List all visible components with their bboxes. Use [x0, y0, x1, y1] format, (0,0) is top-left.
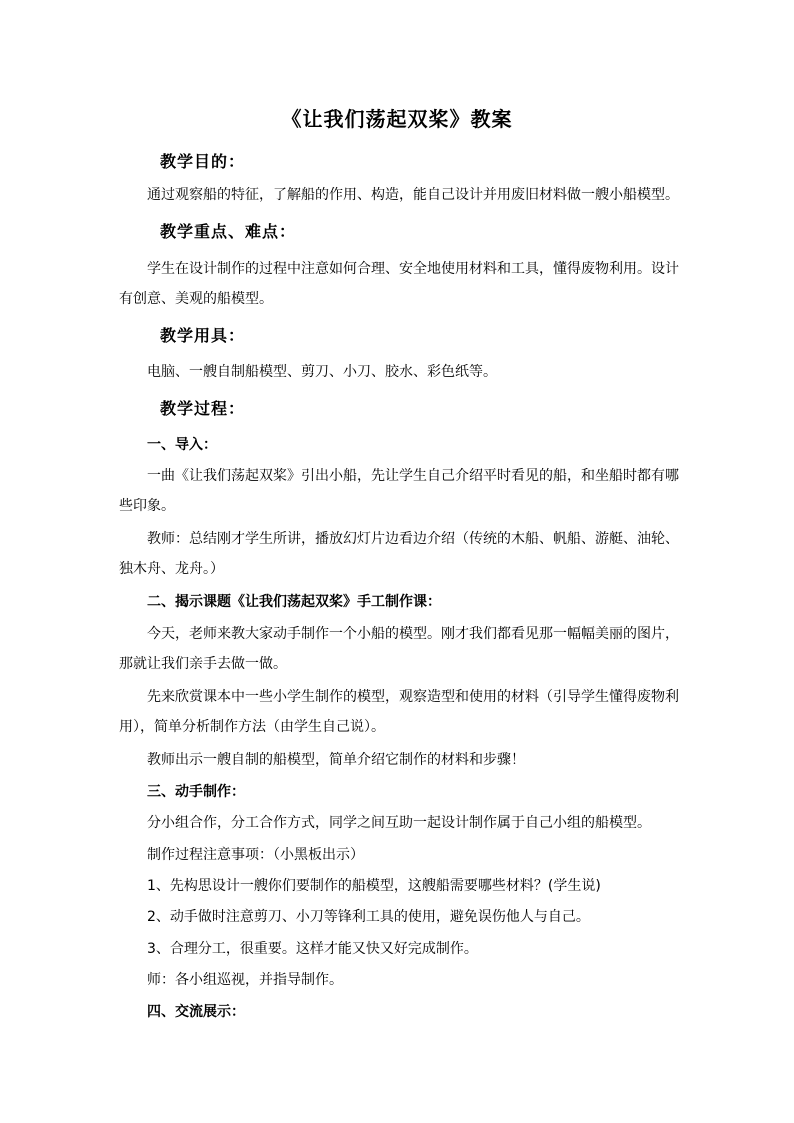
- paragraph-line: 一曲《让我们荡起双桨》引出小船，先让学生自己介绍平时看见的船，和坐船时都有哪: [147, 468, 679, 484]
- paragraph-line: 用），简单分析制作方法（由学生自己说）。: [119, 719, 385, 735]
- paragraph-line: 教师：总结刚才学生所讲，播放幻灯片边看边介绍（传统的木船、帆船、游艇、油轮、: [147, 531, 679, 547]
- section-heading-topic: 二、揭示课题《让我们荡起双桨》手工制作课：: [147, 594, 441, 610]
- paragraph-line: 些印象。: [119, 498, 175, 514]
- paragraph-line: 那就让我们亲手去做一做。: [119, 656, 287, 672]
- list-item: 1、先构思设计一艘你们要制作的船模型，这艘船需要哪些材料？(学生说): [147, 878, 601, 894]
- paragraph-line: 电脑、一艘自制船模型、剪刀、小刀、胶水、彩色纸等。: [147, 364, 497, 380]
- paragraph-line: 今天，老师来教大家动手制作一个小船的模型。刚才我们都看见那一幅幅美丽的图片，: [147, 626, 679, 642]
- section-heading-showcase: 四、交流展示：: [147, 1004, 245, 1020]
- section-heading-making: 三、动手制作：: [147, 784, 245, 800]
- document-title: 《让我们荡起双桨》教案: [281, 107, 513, 131]
- paragraph-line: 学生在设计制作的过程中注意如何合理、安全地使用材料和工具，懂得废物利用。设计: [147, 261, 679, 277]
- heading-materials: 教学用具：: [160, 326, 246, 345]
- heading-objectives: 教学目的：: [160, 152, 246, 171]
- paragraph-line: 有创意、美观的船模型。: [119, 291, 273, 307]
- paragraph-line: 教师出示一艘自制的船模型，简单介绍它制作的材料和步骤！: [147, 752, 525, 768]
- list-item: 3、合理分工，很重要。这样才能又快又好完成制作。: [147, 941, 478, 957]
- paragraph-line: 分小组合作，分工合作方式，同学之间互助一起设计制作属于自己小组的船模型。: [147, 815, 651, 831]
- paragraph-line: 制作过程注意事项：（小黑板出示）: [147, 847, 364, 863]
- heading-key-points: 教学重点、难点：: [160, 222, 297, 241]
- paragraph-line: 先来欣赏课本中一些小学生制作的模型，观察造型和使用的材料（引导学生懂得废物利: [147, 689, 679, 705]
- paragraph-line: 师：各小组巡视，并指导制作。: [147, 972, 343, 988]
- heading-process: 教学过程：: [160, 399, 246, 418]
- section-heading-intro: 一、导入：: [147, 437, 217, 453]
- paragraph-line: 独木舟、龙舟。）: [119, 561, 224, 577]
- list-item: 2、动手做时注意剪刀、小刀等锋利工具的使用，避免误伤他人与自己。: [147, 909, 590, 925]
- paragraph-line: 通过观察船的特征，了解船的作用、构造，能自己设计并用废旧材料做一艘小船模型。: [147, 187, 679, 203]
